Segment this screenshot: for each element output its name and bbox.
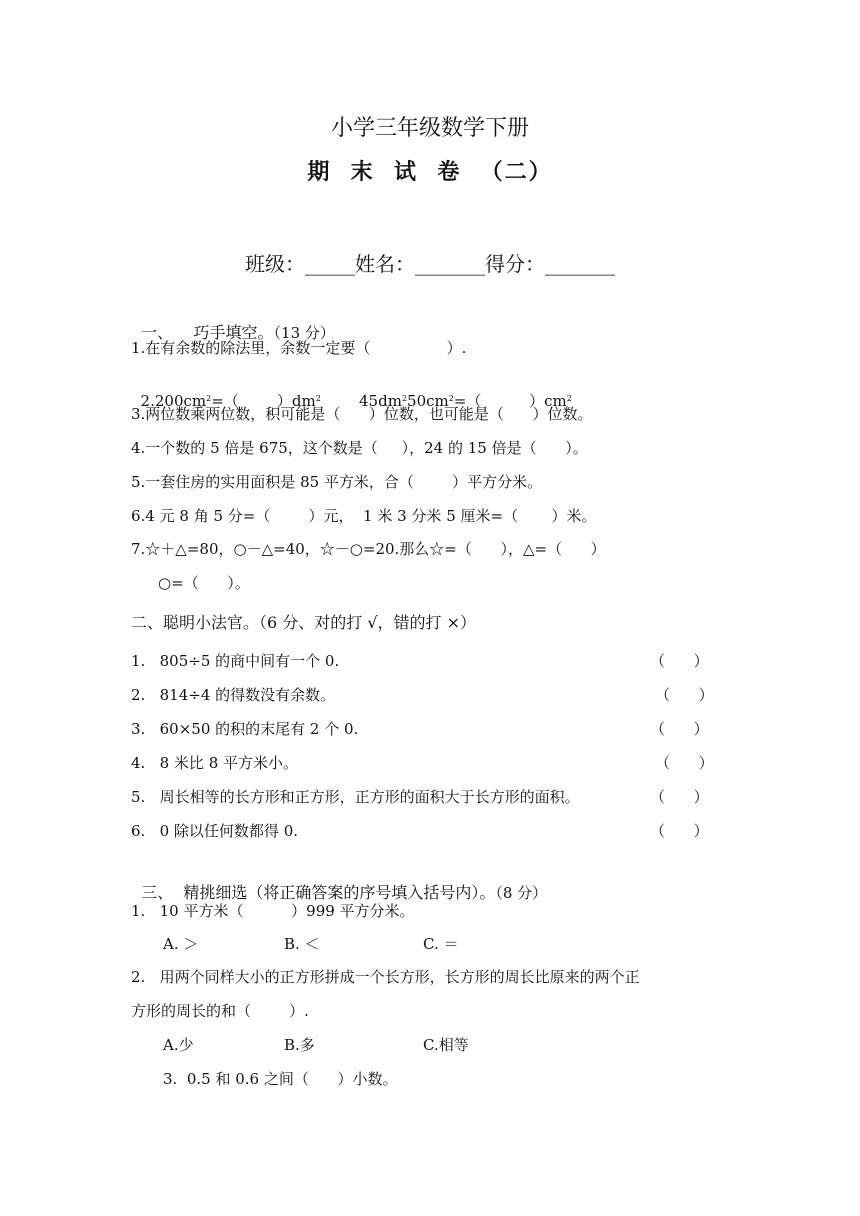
s1-item-3: 3.两位数乘两位数，积可能是（ ）位数，也可能是（ ）位数。 xyxy=(131,405,593,423)
s2-answer-paren-6[interactable]: （ ） xyxy=(650,822,709,840)
s2-item-1: 1. 805÷5 的商中间有一个 0. xyxy=(131,652,340,670)
section2-heading: 二、聪明小法官。（6 分、对的打 √，错的打 ×） xyxy=(131,613,477,632)
s3-q1-option-a: A. ＞ xyxy=(163,935,199,953)
s2-answer-paren-2[interactable]: （ ） xyxy=(655,686,714,704)
student-info-line: 班级：_____姓名：_______得分：_______ xyxy=(245,252,615,276)
s2-answer-paren-1[interactable]: （ ） xyxy=(650,652,709,670)
s3-question-1: 1. 10 平方米（ ）999 平方分米。 xyxy=(131,902,415,920)
exam-subtitle: 期 末 试 卷 （二） xyxy=(307,159,553,185)
s1-item-7-cont: ○=（ ）。 xyxy=(158,574,250,592)
section1-title: 一、 巧手填空。 xyxy=(141,323,274,342)
s2-item-6: 6. 0 除以任何数都得 0. xyxy=(131,822,299,840)
s3-q1-option-c: C. ＝ xyxy=(423,935,459,953)
section3-score: （8 分） xyxy=(495,884,548,902)
s3-question-3: 3. 0.5 和 0.6 之间（ ）小数。 xyxy=(163,1070,398,1088)
s2-item-3: 3. 60×50 的积的末尾有 2 个 0. xyxy=(131,720,359,738)
s1-item-4: 4.一个数的 5 倍是 675，这个数是（ ），24 的 15 倍是（ ）。 xyxy=(131,439,588,457)
s2-answer-paren-3[interactable]: （ ） xyxy=(650,720,709,738)
s2-item-4: 4. 8 米比 8 平方米小。 xyxy=(131,754,299,772)
s2-item-2: 2. 814÷4 的得数没有余数。 xyxy=(131,686,336,704)
s3-q1-option-b: B. ＜ xyxy=(284,935,320,953)
s3-q2-option-a: A.少 xyxy=(163,1036,194,1054)
s3-q2-option-b: B.多 xyxy=(284,1036,315,1054)
s1-item-5: 5.一套住房的实用面积是 85 平方米，合（ ）平方分米。 xyxy=(131,473,543,491)
section3-heading xyxy=(131,860,547,904)
s2-item-5: 5. 周长相等的长方形和正方形，正方形的面积大于长方形的面积。 xyxy=(131,788,580,806)
s2-answer-paren-4[interactable]: （ ） xyxy=(655,754,714,772)
s2-answer-paren-5[interactable]: （ ） xyxy=(650,788,709,806)
s1-item-2: $2.200cm^2=$（ ）$dm^2$ $45dm^250cm^2=$（ ）$cm^2$ xyxy=(140,392,572,410)
s1-item-6: 6.4 元 8 角 5 分=（ ）元， 1 米 3 分米 5 厘米=（ ）米。 xyxy=(131,507,597,525)
section1-score: （13 分） xyxy=(273,324,335,342)
s1-item-1: 1.在有余数的除法里，余数一定要（ ）. xyxy=(131,339,467,357)
section3-title: 三、 精挑细选（将正确答案的序号填入括号内）。 xyxy=(141,883,496,902)
s3-q2-option-c: C.相等 xyxy=(423,1036,469,1054)
s3-question-2-line1: 2. 用两个同样大小的正方形拼成一个长方形，长方形的周长比原来的两个正 xyxy=(131,968,640,986)
s3-question-2-line2: 方形的周长的和（ ）. xyxy=(131,1002,309,1020)
exam-title: 小学三年级数学下册 xyxy=(330,116,529,141)
s1-item-7: 7.☆＋△=80，○－△=40，☆－○=20.那么☆=（ ），△=（ ） xyxy=(131,540,606,558)
